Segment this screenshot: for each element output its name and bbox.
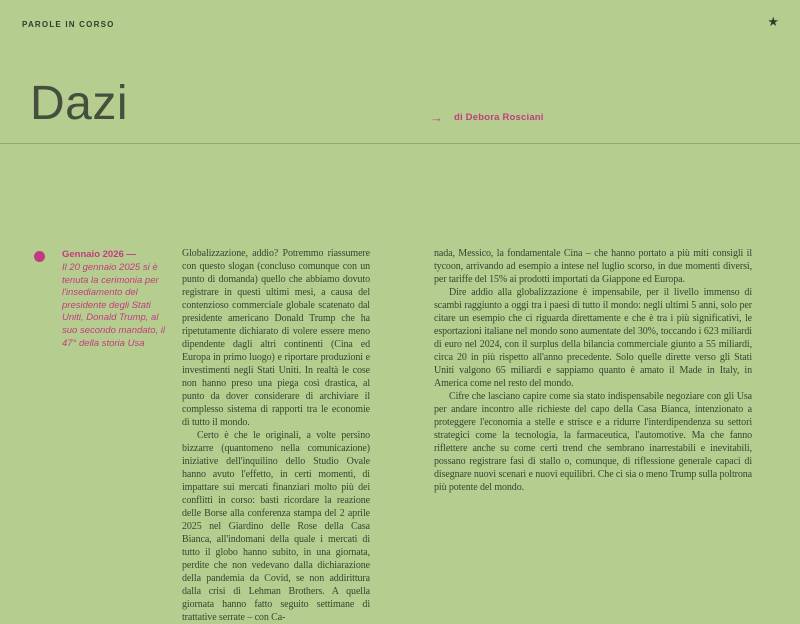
sidebar-note-date: Gennaio 2026 —: [62, 249, 136, 260]
sidebar-note: [62, 248, 169, 350]
star-icon[interactable]: ★: [767, 14, 779, 29]
article-paragraph: Certo è che le originali, a volte persino bizzarre (quantomeno nella comunicazione) iniziative dell'inquilino dello Studio Ovale hanno avuto l'effetto, in certi momenti, di impattare sui mercati finanziari molto più dei conflitti in corso: basti ricordare la reazione delle Borse alla conferenza stampa del 2 aprile 2025 nel Giardino delle Rose della Casa Bianca, all'indomani della quale i mercati di tutto il globo hanno subito, in una giornata, perdite che non vedevano dalla dichiarazione della pandemia da Covid, se non addirittura dalla crisi di Lehman Brothers. A quella giornata hanno fatto seguito settimane di trattative serrate – con Ca-: [182, 430, 370, 623]
article-paragraph: Globalizzazione, addio? Potremmo riassumere con questo slogan (concluso comunque con un punto di domanda) quello che abbiamo dovuto registrare in questi ultimi mesi, a causa del contenzioso commerciale globale scatenato dal presidente americano Donald Trump che ha ripetutamente dichiarato di volere essere meno dipendente dagli altri continenti (Cina ed Europa in primo luogo) e riportare produzioni e investimenti negli Stati Uniti. In realtà le cose non hanno preso una piega così drastica, al punto da dover considerare di archiviare il complesso sistema di rapporti tra le economie di tutto il mondo.: [182, 248, 370, 428]
article-paragraph: Cifre che lasciano capire come sia stato indispensabile negoziare con gli Usa per andare incontro alle richieste del capo della Casa Bianca, intenzionato a proteggere l'economia a stelle e strisce e a ridurre l'interdipendenza su settori strategici come la tecnologia, la farmaceutica, l'automotive. Ma che fanno riflettere anche su come certi trend che sembrano inarrestabili e inevitabili, possano registrare fasi di stallo o, comunque, di riflessione generale capaci di disegnare nuovi scenari e nuovi equilibri. Che ci sia o meno Trump sulla poltrona più potente del mondo.: [434, 391, 752, 493]
sidebar-note-body: Il 20 gennaio 2025 si è tenuta la cerimonia per l'insediamento del presidente degli Stati Uniti, Donald Trump, al suo secondo mandato, il 47° della storia Usa: [62, 262, 165, 349]
article-column-1: [182, 247, 370, 624]
article-title: Dazi: [30, 77, 129, 130]
article-column-2: [434, 247, 752, 494]
byline[interactable]: [430, 111, 544, 124]
section-kicker: PAROLE IN CORSO: [22, 20, 115, 29]
arrow-right-icon: →: [430, 110, 443, 125]
article-paragraph: nada, Messico, la fondamentale Cina – che hanno portato a più miti consigli il tycoon, arrivando ad esempio a intese nel luglio scorso, in due momenti diversi, per tariffe del 15% ai prodotti importati da Giappone ed Europa.: [434, 248, 752, 285]
header-divider: [0, 143, 800, 144]
byline-author: di Debora Rosciani: [454, 112, 544, 123]
bullet-dot-icon: [34, 251, 45, 262]
article-paragraph: Dire addio alla globalizzazione è impensabile, per il livello immenso di scambi raggiunto a oggi tra i paesi di tutto il mondo: negli ultimi 5 anni, solo per citare un esempio che ci riguarda direttamente e che è tra i più significativi, le esportazioni italiane nel mondo sono aumentate del 30%, toccando i 623 miliardi di euro nel 2024, con il surplus della bilancia commerciale giunto a 55 miliardi, circa 20 in più rispetto all'anno precedente. Solo quelle dirette verso gli Stati Uniti valgono 65 miliardi e sappiamo quanto è amato il Made in Italy, in America come nel resto del mondo.: [434, 287, 752, 389]
